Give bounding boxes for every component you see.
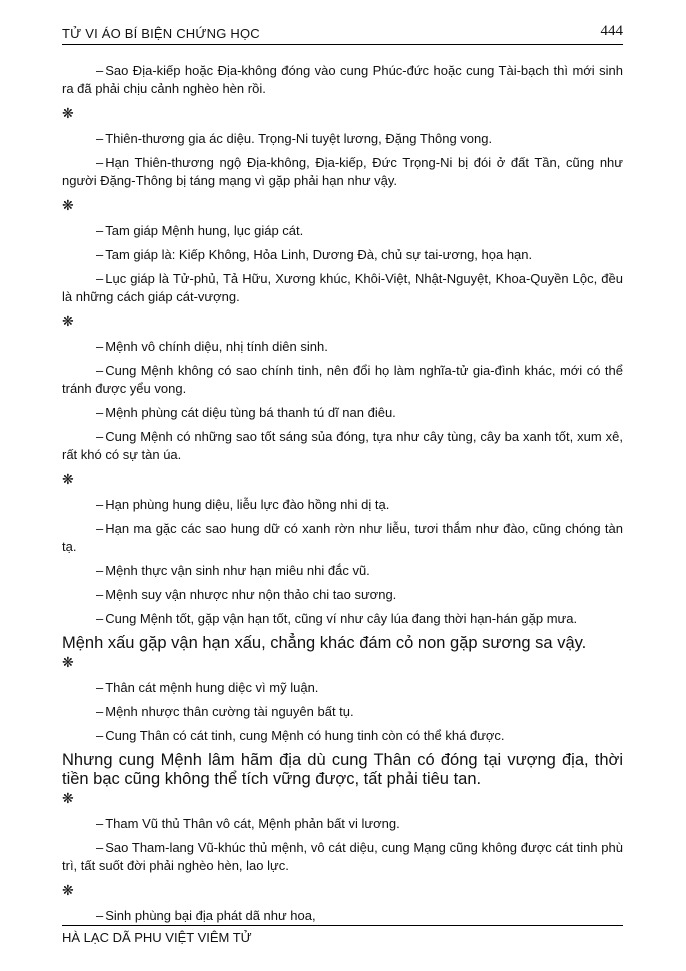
paragraph [62, 222, 623, 240]
paragraph-text: Cung Mệnh không có sao chính tinh, nên đổi họ làm nghĩa-tử gia-đình khác, mới có thể tránh được yểu vong. [62, 363, 623, 396]
dash-marker: – [96, 363, 104, 378]
paragraph-text: Sao Tham-lang Vũ-khúc thủ mệnh, vô cát diệu, cung Mạng cũng không được cát tinh phù trì, tất suốt đời phải nghèo hèn, lao lực. [62, 840, 623, 873]
dash-marker: – [96, 271, 104, 286]
page-number: 444 [600, 23, 623, 39]
section-divider-icon: ❋ [62, 790, 74, 806]
paragraph-text: Cung Mệnh tốt, gặp vận hạn tốt, cũng ví như cây lúa đang thời hạn-hán gặp mưa. [105, 611, 578, 626]
paragraph-text: Mệnh suy vận nhược như nộn thảo chi tao sương. [105, 587, 397, 602]
running-title: TỬ VI ÁO BÍ BIỆN CHỨNG HỌC [62, 26, 260, 41]
footer-text: HÀ LẠC DÃ PHU VIỆT VIÊM TỬ [62, 930, 252, 945]
section-divider-icon: ❋ [62, 313, 74, 329]
paragraph-text: Mệnh phùng cát diệu tùng bá thanh tú dĩ nan điêu. [105, 405, 396, 420]
paragraph [62, 338, 623, 356]
paragraph [62, 703, 623, 721]
dash-marker: – [96, 704, 104, 719]
paragraph [62, 404, 623, 422]
paragraph [62, 62, 623, 98]
dash-marker: – [96, 611, 104, 626]
paragraph [62, 246, 623, 264]
paragraph-text: Hạn phùng hung diệu, liễu lực đào hồng nhi dị tạ. [105, 497, 390, 512]
paragraph [62, 727, 623, 745]
paragraph-text: Thân cát mệnh hung diệc vì mỹ luận. [105, 680, 319, 695]
section-divider-icon: ❋ [62, 654, 74, 670]
paragraph [62, 907, 623, 925]
dash-marker: – [96, 816, 104, 831]
dash-marker: – [96, 840, 104, 855]
page-header [62, 22, 623, 45]
paragraph [62, 610, 623, 628]
dash-marker: – [96, 521, 104, 536]
paragraph-text: Sinh phùng bại địa phát dã như hoa, [105, 908, 316, 923]
paragraph-text: Cung Mệnh có những sao tốt sáng sủa đóng, tựa như cây tùng, cây ba xanh tốt, xum xê, rất khó có sự tàn úa. [62, 429, 623, 462]
dash-marker: – [96, 429, 104, 444]
paragraph-text: Mệnh thực vận sinh như hạn miêu nhi đắc vũ. [105, 563, 370, 578]
paragraph [62, 362, 623, 398]
dash-marker: – [96, 131, 104, 146]
paragraph-text: Sao Địa-kiếp hoặc Địa-không đóng vào cung Phúc-đức hoặc cung Tài-bạch thì mới sinh ra đã phải chịu cảnh nghèo hèn rồi. [62, 63, 623, 96]
paragraph [62, 428, 623, 464]
dash-marker: – [96, 497, 104, 512]
paragraph-text: Lục giáp là Tử-phủ, Tả Hữu, Xương khúc, Khôi-Việt, Nhật-Nguyệt, Khoa-Quyền Lộc, đều là những cách giáp cát-vượng. [62, 271, 623, 304]
section-divider-icon: ❋ [62, 882, 74, 898]
section-divider-icon: ❋ [62, 471, 74, 487]
paragraph-text: Hạn ma gặc các sao hung dữ có xanh rờn như liễu, tươi thắm như đào, cũng chóng tàn tạ. [62, 521, 623, 554]
paragraph [62, 815, 623, 833]
paragraph-text: Tam giáp Mệnh hung, lục giáp cát. [105, 223, 304, 238]
dash-marker: – [96, 63, 104, 78]
paragraph-text: Mệnh nhược thân cường tài nguyên bất tụ. [105, 704, 354, 719]
page-footer [62, 925, 623, 945]
dash-marker: – [96, 563, 104, 578]
dash-marker: – [96, 680, 104, 695]
paragraph-text: Cung Thân có cát tinh, cung Mệnh có hung tinh còn có thể khá được. [105, 728, 505, 743]
dash-marker: – [96, 728, 104, 743]
paragraph-text: Tham Vũ thủ Thân vô cát, Mệnh phản bất vi lương. [105, 816, 400, 831]
dash-marker: – [96, 339, 104, 354]
paragraph [62, 154, 623, 190]
paragraph-text: Mệnh vô chính diệu, nhị tính diên sinh. [105, 339, 328, 354]
paragraph-text: Thiên-thương gia ác diệu. Trọng-Ni tuyệt lương, Đặng Thông vong. [105, 131, 493, 146]
dash-marker: – [96, 223, 104, 238]
paragraph-text: Tam giáp là: Kiếp Không, Hỏa Linh, Dương Đà, chủ sự tai-ương, họa hạn. [105, 247, 533, 262]
large-statement: Mệnh xấu gặp vận hạn xấu, chẳng khác đám cỏ non gặp sương sa vậy. [62, 634, 587, 652]
page-body [62, 62, 623, 931]
paragraph [62, 130, 623, 148]
paragraph [62, 586, 623, 604]
dash-marker: – [96, 908, 104, 923]
dash-marker: – [96, 247, 104, 262]
paragraph-text: Hạn Thiên-thương ngộ Địa-không, Địa-kiếp, Đức Trọng-Ni bị đói ở đất Tần, cũng như người Đặng-Thông bị táng mạng vì gặp phải hạn như vậy. [62, 155, 623, 188]
paragraph [62, 520, 623, 556]
paragraph [62, 270, 623, 306]
large-statement: Nhưng cung Mệnh lâm hãm địa dù cung Thân có đóng tại vượng địa, thời tiền bạc cũng không thể tích vững được, tất phải tiêu tan. [62, 751, 623, 788]
paragraph [62, 679, 623, 697]
dash-marker: – [96, 155, 104, 170]
dash-marker: – [96, 405, 104, 420]
paragraph [62, 839, 623, 875]
section-divider-icon: ❋ [62, 197, 74, 213]
paragraph [62, 496, 623, 514]
section-divider-icon: ❋ [62, 105, 74, 121]
paragraph [62, 562, 623, 580]
dash-marker: – [96, 587, 104, 602]
